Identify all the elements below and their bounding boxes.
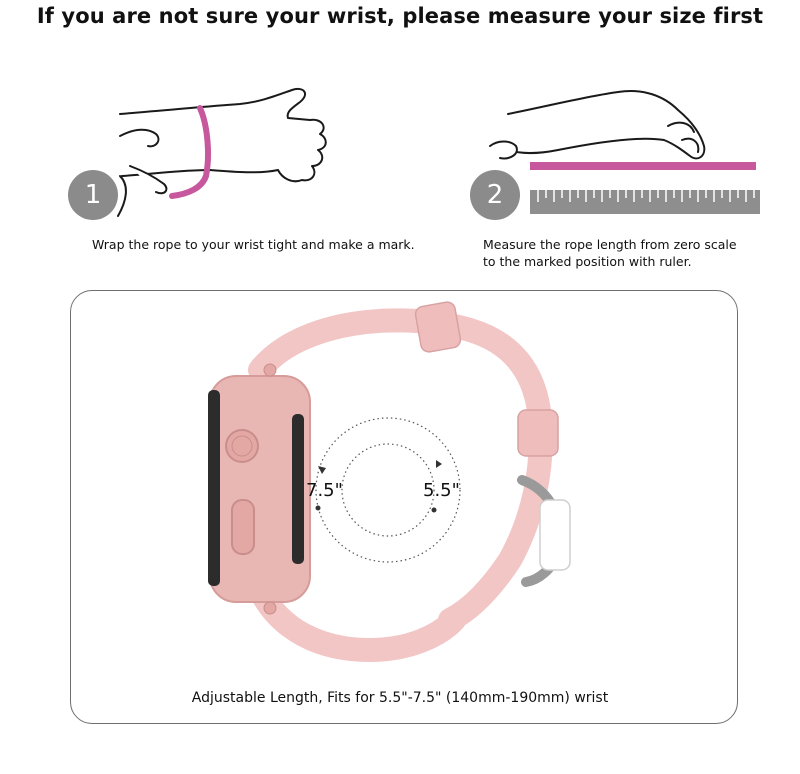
step-number-badge: 1 xyxy=(68,170,118,220)
size-label-small: 5.5" xyxy=(423,480,460,501)
fit-range-caption: Adjustable Length, Fits for 5.5"-7.5" (140mm-190mm) wrist xyxy=(191,690,609,706)
page-title: If you are not sure your wrist, please measure your size first xyxy=(36,4,764,28)
digital-crown-icon xyxy=(226,430,258,462)
step-2-caption-line: Measure the rope length from zero scale xyxy=(483,237,737,252)
rope-icon xyxy=(530,162,756,170)
step-1-caption: Wrap the rope to your wrist tight and make a mark. xyxy=(92,237,415,252)
size-ring-small xyxy=(342,444,434,536)
ruler-icon xyxy=(530,190,760,214)
side-button-icon xyxy=(232,500,254,554)
step-2-caption xyxy=(483,236,783,270)
step-number-badge: 2 xyxy=(470,170,520,220)
size-label-large: 7.5" xyxy=(306,480,343,501)
step-2-caption-line: to the marked position with ruler. xyxy=(483,254,692,269)
watch-band-illustration xyxy=(70,290,738,724)
